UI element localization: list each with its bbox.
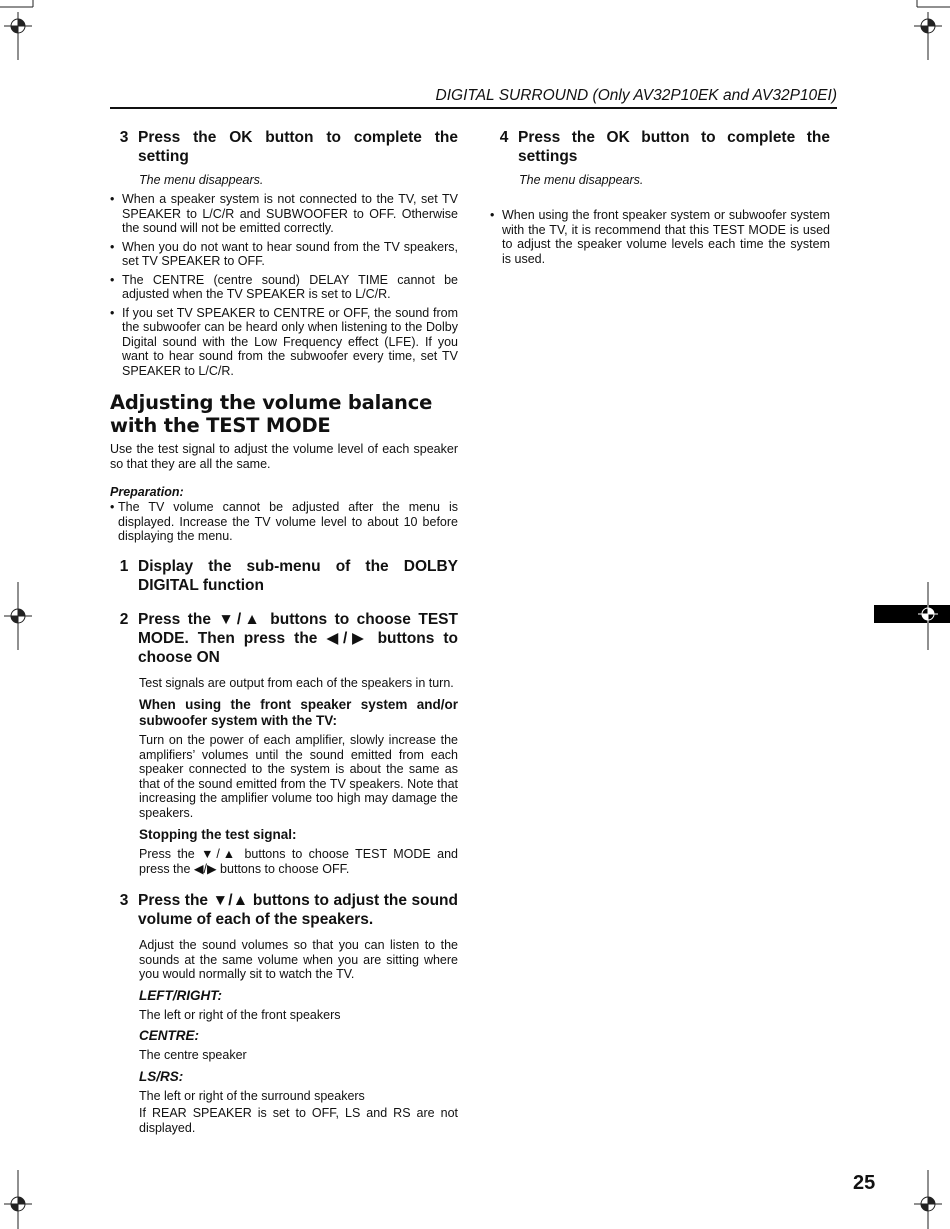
stopping-test-signal-instructions: Press the ▼/▲ buttons to choose TEST MODE and press the ◀/▶ buttons to choose OFF. [139, 847, 458, 876]
step-heading: Display the sub-menu of the DOLBY DIGITAL function [138, 557, 458, 594]
section-title: Adjusting the volume balance with the TEST MODE [110, 391, 433, 437]
notes-list [110, 192, 458, 378]
step-3-complete-setting [110, 128, 458, 166]
preparation-list [110, 500, 458, 544]
preparation-label: Preparation: [110, 485, 184, 499]
step-number: 1 [119, 557, 129, 575]
subheading-front-speaker: When using the front speaker system and/or subwoofer system with the TV: [139, 697, 458, 728]
list-item: • When using the front speaker system or subwoofer system with the TV, it is recommend that this TEST MODE is used to adjust the speaker volume levels each time the system is used. [490, 208, 830, 266]
step-body: Test signals are output from each of the speakers in turn. [139, 675, 454, 690]
ls-rs-description: The left or right of the surround speakers [139, 1088, 365, 1103]
step-number: 3 [119, 129, 129, 146]
step-heading: Press the OK button to complete the setting [138, 129, 458, 165]
list-item: • The CENTRE (centre sound) DELAY TIME cannot be adjusted when the TV SPEAKER is set to L/C/R. [110, 273, 458, 302]
ls-rs-note: If REAR SPEAKER is set to OFF, LS and RS are not displayed. [139, 1106, 458, 1135]
step-number: 4 [499, 129, 509, 146]
step-body: Adjust the sound volumes so that you can listen to the sounds at the same volume when you are sitting where you would normally sit to watch the TV. [139, 938, 458, 981]
subheading-stopping-test-signal: Stopping the test signal: [139, 827, 297, 842]
step-heading: Press the OK button to complete the settings [518, 129, 830, 165]
step-3-adjust-volume [110, 891, 458, 929]
step-2-choose-test-mode [110, 610, 458, 667]
list-item: • If you set TV SPEAKER to CENTRE or OFF, the sound from the subwoofer can be heard only when listening to the Dolby Digital sound with the Low Frequency effect (LFE). If you want to hear sound from the subwoofer every time, set TV SPEAKER to L/C/R. [110, 306, 458, 379]
running-header: DIGITAL SURROUND (Only AV32P10EK and AV32P10EI) [435, 87, 837, 104]
centre-label: CENTRE: [139, 1028, 199, 1043]
left-column [110, 128, 458, 1135]
step-note: The menu disappears. [139, 173, 264, 187]
step-number: 2 [119, 610, 129, 628]
front-speaker-instructions: Turn on the power of each amplifier, slowly increase the amplifiers’ volumes until the sound emitted from each speaker connected to the system is about the same as that of the sound emitted from the TV speakers. Note that increasing the amplifier volume too high may damage the speakers. [139, 733, 458, 820]
list-item: • When you do not want to hear sound from the TV speakers, set TV SPEAKER to OFF. [110, 240, 458, 269]
step-heading: Press the ▼/▲ buttons to adjust the sound volume of each of the speakers. [138, 892, 458, 928]
section-intro: Use the test signal to adjust the volume level of each speaker so that they are all the same. [110, 442, 458, 471]
step-note: The menu disappears. [519, 173, 644, 187]
right-column [490, 128, 830, 266]
step-1-display-submenu [110, 557, 458, 595]
page-number: 25 [853, 1172, 876, 1194]
step-heading: Press the ▼/▲ buttons to choose TEST MODE. Then press the ◀/▶ buttons to choose ON [138, 610, 458, 666]
header-rule [110, 107, 837, 109]
left-right-label: LEFT/RIGHT: [139, 987, 222, 1003]
ls-rs-label: LS/RS: [139, 1068, 184, 1084]
notes-list [490, 208, 830, 266]
list-item: • When a speaker system is not connected to the TV, set TV SPEAKER to L/C/R and SUBWOOFER to OFF. Otherwise the sound will not be emitted correctly. [110, 192, 458, 236]
left-right-description: The left or right of the front speakers [139, 1007, 341, 1022]
step-number: 3 [119, 892, 129, 909]
centre-description: The centre speaker [139, 1048, 247, 1062]
list-item: • The TV volume cannot be adjusted after the menu is displayed. Increase the TV volume level to about 10 before displaying the menu. [110, 500, 458, 544]
section-tab-marker [874, 605, 950, 623]
step-4-complete-settings [490, 128, 830, 166]
